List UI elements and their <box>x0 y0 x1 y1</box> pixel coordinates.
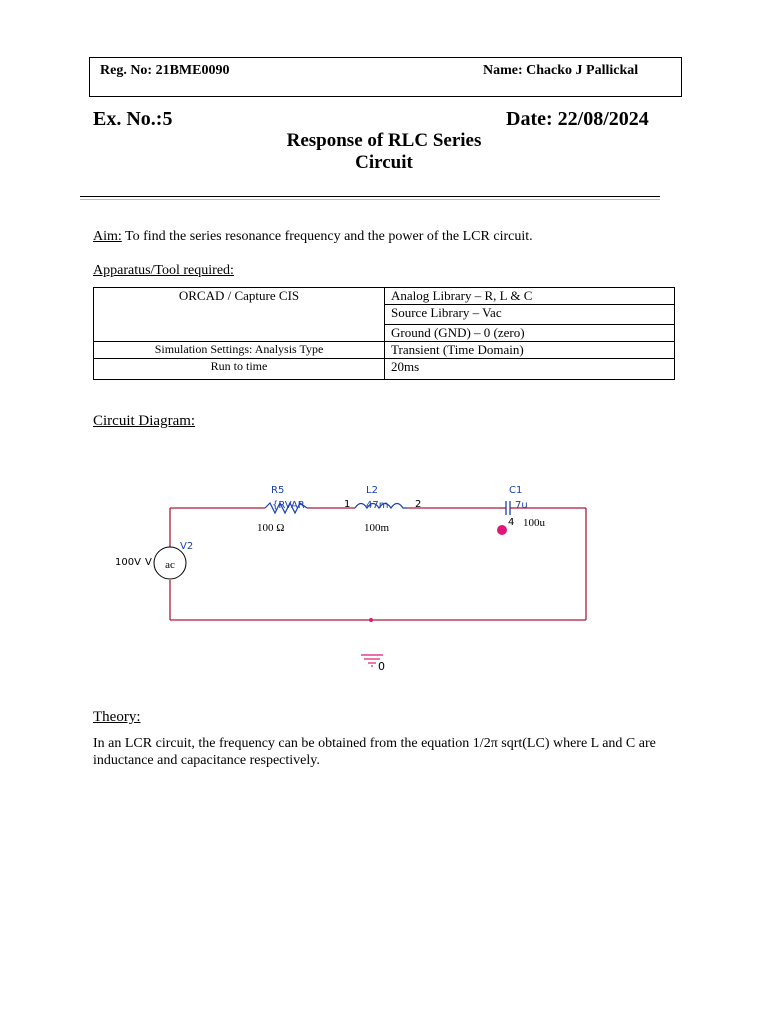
circuit-diagram <box>100 475 600 680</box>
capacitor-name: C1 <box>509 485 523 496</box>
capacitor-symbol <box>506 501 510 515</box>
table-cell: Simulation Settings: Analysis Type <box>94 342 385 359</box>
inductor-pin-1: 1 <box>344 499 351 510</box>
table-cell: Source Library – Vac <box>385 305 675 325</box>
source-name: V2 <box>180 541 194 552</box>
theory-text: In an LCR circuit, the frequency can be obtained from the equation 1/2π sqrt(LC) where L and C are inductance and capacitance respectively. <box>93 736 656 768</box>
table-row <box>94 359 675 380</box>
resistor-param: {RVAR <box>272 500 305 511</box>
divider-shadow <box>80 199 660 200</box>
source-unit: V <box>145 557 152 568</box>
table-cell: Ground (GND) – 0 (zero) <box>385 325 675 342</box>
reg-number: Reg. No: 21BME0090 <box>100 63 230 78</box>
table-cell: 20ms <box>385 359 675 380</box>
table-row <box>94 342 675 359</box>
aim-text: To find the series resonance frequency and the power of the LCR circuit. <box>121 229 533 244</box>
table-cell: ORCAD / Capture CIS <box>94 288 385 342</box>
title-line-2: Circuit <box>355 152 413 173</box>
experiment-number: Ex. No.:5 <box>93 108 173 130</box>
divider <box>80 196 660 197</box>
inductor-name: L2 <box>366 485 378 496</box>
circuit-heading: Circuit Diagram: <box>93 413 196 429</box>
apparatus-table <box>93 287 675 380</box>
student-name: Name: Chacko J Pallickal <box>483 63 639 78</box>
source-value: 100V <box>115 557 141 568</box>
capacitor-value: 100u <box>523 517 545 529</box>
inductor-value: 100m <box>364 522 390 534</box>
ac-source-label: ac <box>165 559 175 571</box>
aim-paragraph <box>93 229 533 245</box>
theory-heading: Theory: <box>93 709 141 725</box>
page-title <box>234 130 534 174</box>
ground-label: 0 <box>378 660 385 673</box>
header-box <box>89 57 682 97</box>
table-cell: Run to time <box>94 359 385 380</box>
capacitor-param: 7u <box>515 500 528 511</box>
capacitor-pin: 4 <box>508 517 515 528</box>
node-marker <box>369 618 373 622</box>
resistor-value: 100 Ω <box>257 522 285 534</box>
title-line-1: Response of RLC Series <box>286 130 482 151</box>
inductor-pin-2: 2 <box>415 499 422 510</box>
apparatus-heading: Apparatus/Tool required: <box>93 263 234 278</box>
voltage-marker <box>497 525 507 535</box>
inductor-param: 47m <box>366 500 389 511</box>
table-cell: Analog Library – R, L & C <box>385 288 675 305</box>
aim-label: Aim: <box>93 229 122 244</box>
resistor-name: R5 <box>271 485 285 496</box>
table-cell: Transient (Time Domain) <box>385 342 675 359</box>
table-row <box>94 288 675 305</box>
experiment-date: Date: 22/08/2024 <box>506 108 649 130</box>
